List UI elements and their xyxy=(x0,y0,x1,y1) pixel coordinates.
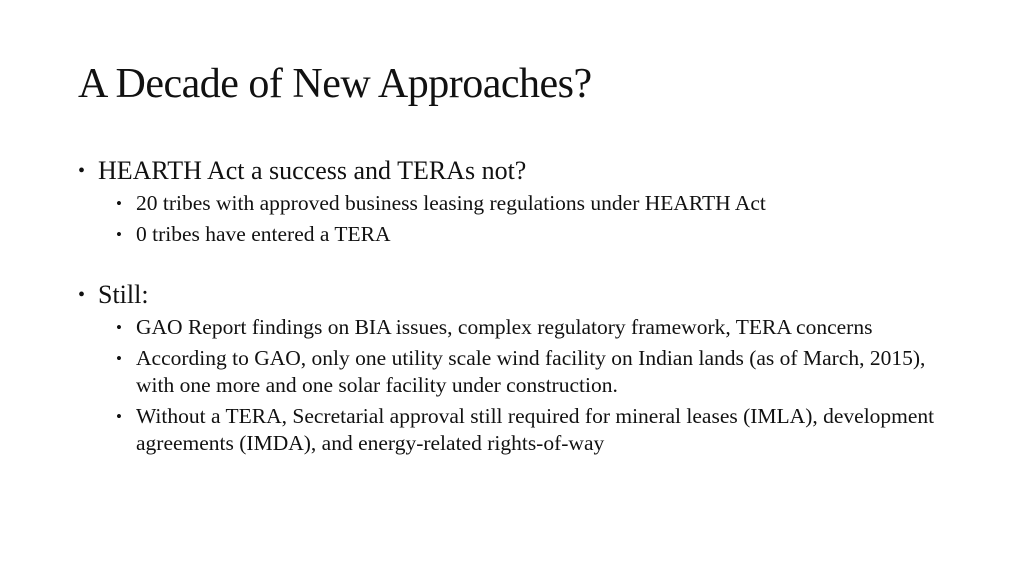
slide-body xyxy=(78,154,958,461)
bullet-text: Without a TERA, Secretarial approval still required for mineral leases (IMLA), development agreements (IMDA), and energy-related rights-of-way xyxy=(136,404,935,455)
bullet-level2 xyxy=(78,345,958,399)
bullet-level2 xyxy=(78,403,958,457)
bullet-text: According to GAO, only one utility scale wind facility on Indian lands (as of March, 2015), with one more and one solar facility under construction. xyxy=(136,346,926,397)
bullet-text: GAO Report findings on BIA issues, complex regulatory framework, TERA concerns xyxy=(136,315,873,339)
bullet-icon: • xyxy=(116,225,122,244)
bullet-text: HEARTH Act a success and TERAs not? xyxy=(98,156,527,185)
bullet-text: 0 tribes have entered a TERA xyxy=(136,222,391,246)
bullet-section-still xyxy=(78,278,958,457)
bullet-text: 20 tribes with approved business leasing regulations under HEARTH Act xyxy=(136,191,766,215)
bullet-icon: • xyxy=(116,407,122,426)
bullet-level1 xyxy=(78,278,958,312)
bullet-level2 xyxy=(78,190,958,217)
slide-title: A Decade of New Approaches? xyxy=(78,61,592,107)
bullet-icon: • xyxy=(116,349,122,368)
sub-bullet-list xyxy=(78,314,958,457)
bullet-level1 xyxy=(78,154,958,188)
bullet-section-hearth xyxy=(78,154,958,248)
bullet-icon: • xyxy=(116,194,122,213)
bullet-icon: • xyxy=(78,160,86,182)
bullet-icon: • xyxy=(78,284,86,306)
bullet-level2 xyxy=(78,221,958,248)
sub-bullet-list xyxy=(78,190,958,248)
bullet-level2 xyxy=(78,314,958,341)
bullet-text: Still: xyxy=(98,280,149,309)
bullet-icon: • xyxy=(116,318,122,337)
